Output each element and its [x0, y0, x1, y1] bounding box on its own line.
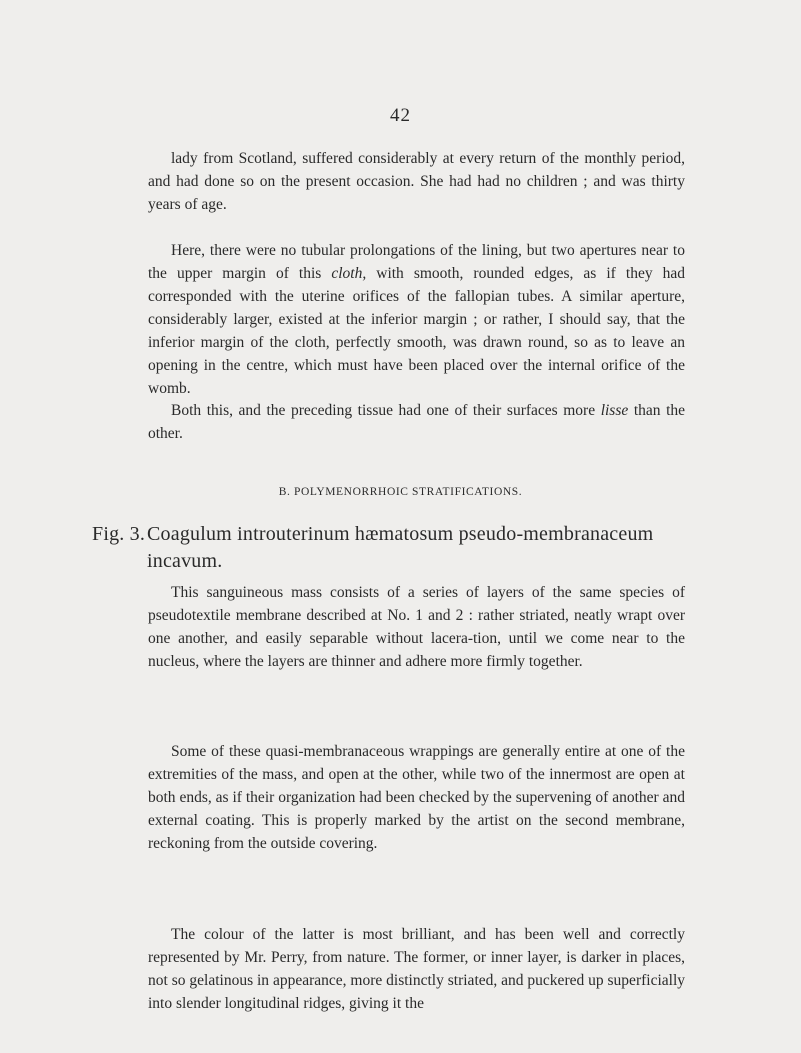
paragraph-6: The colour of the latter is most brilliant, and has been well and correctly represented by Mr. Perry, from nature. The former, or inner layer, is darker in places, not so gelatinous in appearance, more distinctly striated, and puckered up superficially into slender longitudinal ridges, giving it the: [148, 926, 685, 1012]
paragraph-5: Some of these quasi-membranaceous wrappings are generally entire at one of the extremities of the mass, and open at the other, while two of the innermost are open at both ends, as if their organization had been checked by the supervening of another and external coating. This is properly marked by the artist on the second membrane, reckoning from the outside covering.: [148, 743, 685, 852]
figure-label: Fig. 3.: [92, 523, 146, 545]
paragraph-4: This sanguineous mass consists of a series of layers of the same species of pseudotextile membrane described at No. 1 and 2 : rather striated, neatly wrapt over one another, and easily separable without lacera-tion, until we come near to the nucleus, where the layers are thinner and adhere more firmly together.: [148, 584, 685, 670]
paragraph-2-text-a: Here, there were no tubular prolongations of the lining, but two apertures near to the upper margin of this: [148, 242, 685, 282]
paragraph-1: lady from Scotland, suffered considerably at every return of the monthly period, and had done so on the present occasion. She had had no children ; and was thirty years of age.: [148, 150, 685, 213]
page-number: 42: [390, 105, 411, 126]
paragraph-2-emphasis: cloth,: [331, 265, 367, 282]
figure-title-line-2: incavum.: [147, 550, 223, 572]
paragraph-3-emphasis: lisse: [600, 402, 629, 419]
paragraph-3-text-b: than the other.: [148, 402, 686, 442]
section-heading: B. POLYMENORRHOIC STRATIFICATIONS.: [278, 486, 523, 498]
figure-title-line-1: Coagulum introuterinum hæmatosum pseudo-membranaceum: [147, 523, 654, 545]
paragraph-2-text-b: with smooth, rounded edges, as if they had corresponded with the uterine orifices of the fallopian tubes. A similar aperture, considerably larger, existed at the inferior margin ; or rather, I should say, that the inferior margin of the cloth, perfectly smooth, was drawn round, so as to leave an opening in the centre, which must have been placed over the internal orifice of the womb.: [148, 265, 685, 397]
paragraph-2: [148, 239, 685, 400]
figure-title: [92, 521, 692, 575]
paragraph-3-text-a: Both this, and the preceding tissue had one of their surfaces more: [171, 402, 601, 419]
paragraph-3: [148, 399, 685, 445]
